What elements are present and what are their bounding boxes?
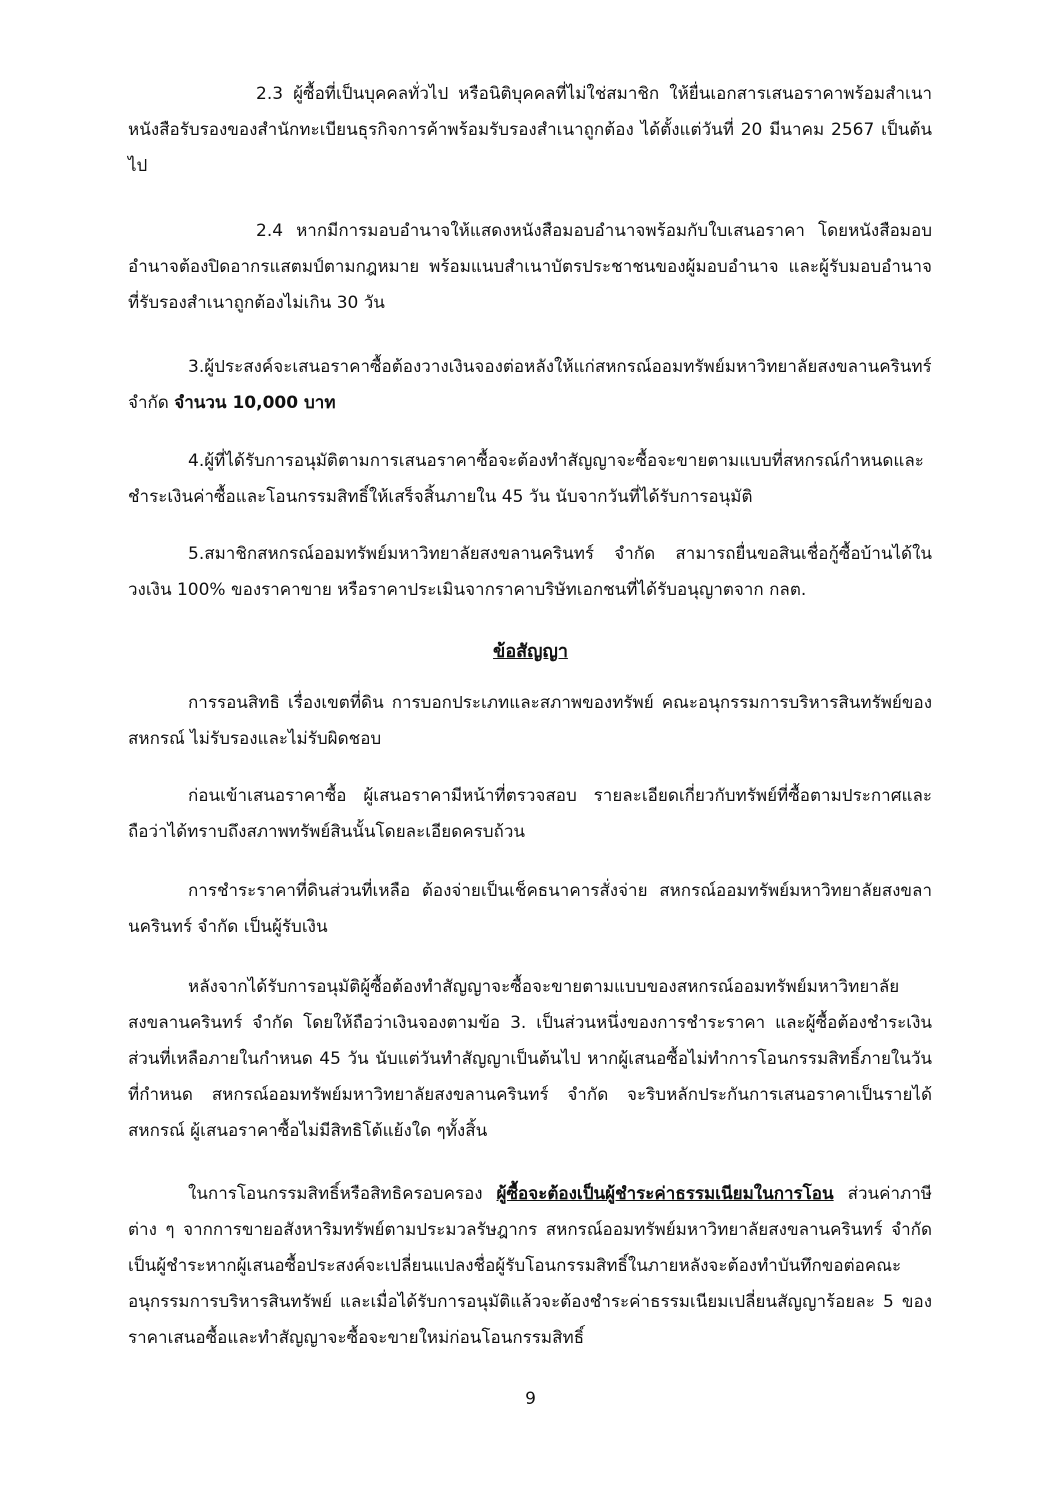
clause-1: การรอนสิทธิ เรื่องเขตที่ดิน การบอกประเภทและสภาพของทรัพย์ คณะอนุกรรมการบริหารสินทรัพย์ของสหกรณ์ ไม่รับรองและไม่รับผิดชอบ [128,693,932,749]
clause-5-emphasis: ผู้ซื้อจะต้องเป็นผู้ชำระค่าธรรมเนียมในการโอน [496,1184,834,1204]
clause-5-start: ในการโอนกรรมสิทธิ์หรือสิทธิครอบครอง [188,1184,497,1204]
paragraph-3-amount: จำนวน 10,000 บาท [174,393,336,413]
paragraph-2-3: 2.3 ผู้ซื้อที่เป็นบุคคลทั่วไป หรือนิติบุคคลที่ไม่ใช่สมาชิก ให้ยื่นเอกสารเสนอราคาพร้อมสำเนาหนังสือรับรองของสำนักทะเบียนธุรกิจการค้าพร้อมรับรองสำเนาถูกต้อง ได้ตั้งแต่วันที่ 20 มีนาคม 2567 เป็นต้นไป [128,84,932,176]
paragraph-5: 5.สมาชิกสหกรณ์ออมทรัพย์มหาวิทยาลัยสงขลานครินทร์ จำกัด สามารถยื่นขอสินเชื่อกู้ซื้อบ้านได้ในวงเงิน 100% ของราคาขาย หรือราคาประเมินจากราคาบริษัทเอกชนที่ได้รับอนุญาตจาก กลต. [128,544,932,600]
clause-5 [128,1176,932,1356]
clause-4: หลังจากได้รับการอนุมัติผู้ซื้อต้องทำสัญญาจะซื้อจะขายตามแบบของสหกรณ์ออมทรัพย์มหาวิทยาลัยสงขลานครินทร์ จำกัด โดยให้ถือว่าเงินจองตามข้อ 3. เป็นส่วนหนึ่งของการชำระราคา และผู้ซื้อต้องชำระเงินส่วนที่เหลือภายในกำหนด 45 วัน นับแต่วันทำสัญญาเป็นต้นไป หากผู้เสนอซื้อไม่ทำการโอนกรรมสิทธิ์ภายในวันที่กำหนด สหกรณ์ออมทรัพย์มหาวิทยาลัยสงขลานครินทร์ จำกัด จะริบหลักประกันการเสนอราคาเป็นรายได้สหกรณ์ ผู้เสนอราคาซื้อไม่มีสิทธิโต้แย้งใด ๆทั้งสิ้น [128,977,932,1141]
page-number: 9 [525,1389,536,1409]
paragraph-2-4: 2.4 หากมีการมอบอำนาจให้แสดงหนังสือมอบอำนาจพร้อมกับใบเสนอราคา โดยหนังสือมอบอำนาจต้องปิดอากรแสตมป์ตามกฎหมาย พร้อมแนบสำเนาบัตรประชาชนของผู้มอบอำนาจ และผู้รับมอบอำนาจที่รับรองสำเนาถูกต้องไม่เกิน 30 วัน [128,221,932,313]
clause-5-rest: ส่วนค่าภาษีต่าง ๆ จากการขายอสังหาริมทรัพย์ตามประมวลรัษฎากร สหกรณ์ออมทรัพย์มหาวิทยาลัยสงขลานครินทร์ จำกัด เป็นผู้ชำระหากผู้เสนอซื้อประสงค์จะเปลี่ยนแปลงชื่อผู้รับโอนกรรมสิทธิ์ในภายหลังจะต้องทำบันทึกขอต่อคณะอนุกรรมการบริหารสินทรัพย์ และเมื่อได้รับการอนุมัติแล้วจะต้องชำระค่าธรรมเนียมเปลี่ยนสัญญาร้อยละ 5 ของราคาเสนอซื้อและทำสัญญาจะซื้อจะขายใหม่ก่อนโอนกรรมสิทธิ์ [128,1184,932,1348]
clause-2: ก่อนเข้าเสนอราคาซื้อ ผู้เสนอราคามีหน้าที่ตรวจสอบ รายละเอียดเกี่ยวกับทรัพย์ที่ซื้อตามประกาศและถือว่าได้ทราบถึงสภาพทรัพย์สินนั้นโดยละเอียดครบถ้วน [128,786,932,842]
section-heading: ข้อสัญญา [493,641,568,662]
clause-3: การชำระราคาที่ดินส่วนที่เหลือ ต้องจ่ายเป็นเช็คธนาคารสั่งจ่าย สหกรณ์ออมทรัพย์มหาวิทยาลัยสงขลานครินทร์ จำกัด เป็นผู้รับเงิน [128,881,932,937]
paragraph-4: 4.ผู้ที่ได้รับการอนุมัติตามการเสนอราคาซื้อจะต้องทำสัญญาจะซื้อจะขายตามแบบที่สหกรณ์กำหนดและชำระเงินค่าซื้อและโอนกรรมสิทธิ์ให้เสร็จสิ้นภายใน 45 วัน นับจากวันที่ได้รับการอนุมัติ [128,451,924,507]
paragraph-3 [128,349,932,421]
paragraph-3-text: 3.ผู้ประสงค์จะเสนอราคาซื้อต้องวางเงินจองต่อหลังให้แก่สหกรณ์ออมทรัพย์มหาวิทยาลัยสงขลานครินทร์ จำกัด [128,357,932,413]
